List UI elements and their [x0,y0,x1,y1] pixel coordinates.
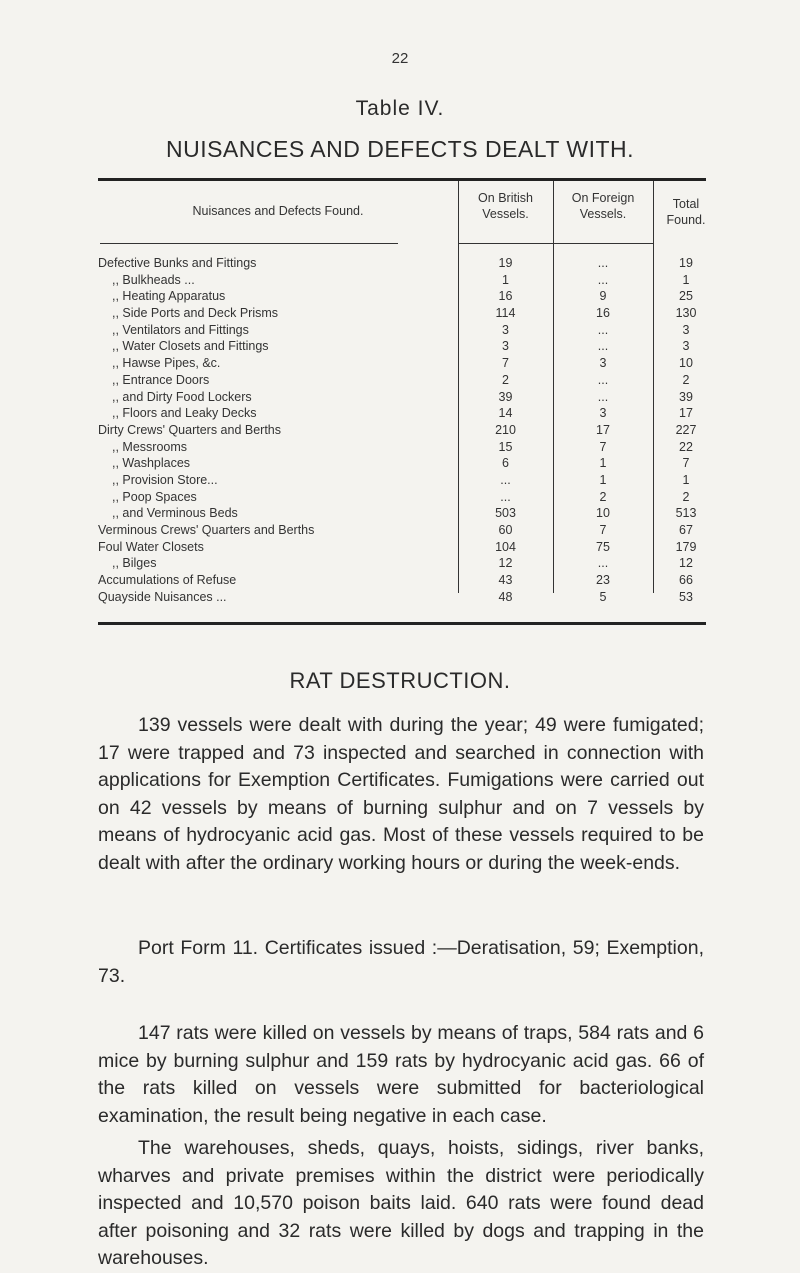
cell-foreign: 23 [596,573,610,588]
cell-total: 10 [679,356,693,371]
cell-foreign: 5 [599,589,607,604]
table-row [98,456,718,473]
cell-foreign: 7 [599,439,607,454]
paragraph-vessels-fumigated: 139 vessels were dealt with during the year; 49 were fumigated; 17 were trapped and 73 inspected and searched in connection with applications for Exemption Certificates. Fumigations were carried out on 42 vessels by means of burning sulphur and on 7 vessels by means of hydrocyanic acid gas. Most of these vessels required to be dealt with after the ordinary working hours or during the week-ends. [98,714,704,874]
header-foreign-vessels: On Foreign Vessels. [571,191,635,221]
cell-foreign: ... [597,389,609,404]
paragraph-rats-killed: 147 rats were killed on vessels by means of traps, 584 rats and 6 mice by burning sulphur and 159 rats by hydrocyanic acid gas. 66 of the rats killed on vessels were submitted for bacteriological examination, the result being negative in each case. [98,1022,704,1127]
table-top-rule [98,178,706,181]
header-underline [458,243,653,244]
table-row [98,289,718,306]
paragraph-certificates: Port Form 11. Certificates issued :—Deratisation, 59; Exemption, 73. [98,937,704,987]
cell-foreign: ... [597,256,609,270]
header-total-found: Total Found. [666,197,706,227]
cell-total: 25 [679,289,693,304]
cell-british: 12 [498,556,513,571]
cell-foreign: 75 [596,539,610,554]
cell-british: 15 [498,439,513,454]
cell-foreign: 3 [599,406,607,421]
cell-total: 12 [679,556,693,571]
cell-foreign: ... [597,372,609,387]
cell-british: 104 [495,539,516,554]
table-row [98,356,718,373]
row-label: ,, Bilges [112,556,157,571]
cell-foreign: ... [597,339,609,354]
table-row [98,440,718,457]
row-label: ,, Water Closets and Fittings [112,339,269,354]
cell-total: 19 [679,256,693,270]
cell-british: 114 [495,306,516,321]
rat-destruction-heading: RAT DESTRUCTION. [289,668,511,693]
cell-total: 227 [675,422,697,437]
cell-foreign: ... [597,556,609,571]
cell-total: 179 [675,539,697,554]
table-label: Table IV. [355,97,445,120]
cell-total: 22 [679,439,693,454]
cell-foreign: 17 [596,422,610,437]
table-title: NUISANCES AND DEFECTS DEALT WITH. [165,136,635,162]
table-row [98,506,718,523]
header-underline [100,243,398,244]
table-row [98,423,718,440]
cell-british: ... [500,489,511,504]
cell-british: 3 [502,339,509,354]
cell-foreign: 1 [599,472,607,487]
row-label: ,, Provision Store... [112,472,218,487]
table-bottom-rule [98,622,706,625]
row-label: Accumulations of Refuse [98,573,237,588]
header-british-vessels: On British Vessels. [478,191,533,221]
row-label: ,, Heating Apparatus [112,289,226,304]
cell-foreign: 3 [599,356,607,371]
cell-foreign: 2 [599,489,607,504]
table-row [98,373,718,390]
cell-british: 503 [495,506,516,521]
cell-total: 1 [682,472,690,487]
row-label: ,, and Dirty Food Lockers [112,389,252,404]
cell-british: 14 [498,406,513,421]
row-label: ,, Floors and Leaky Decks [112,406,257,421]
paragraph-warehouses: The warehouses, sheds, quays, hoists, sidings, river banks, wharves and private premises within the district were periodically inspected and 10,570 poison baits laid. 640 rats were found dead after poisoning and 32 rats were killed by dogs and trapping in the warehouses. [98,1137,704,1269]
header-nuisances: Nuisances and Defects Found. [192,204,364,218]
row-label: ,, Poop Spaces [112,489,197,504]
row-label: Verminous Crews' Quarters and Berths [98,523,315,537]
cell-british: 19 [498,256,513,270]
table-row [98,590,718,607]
cell-total: 130 [675,306,697,321]
cell-total: 3 [682,322,690,337]
cell-foreign: ... [597,272,609,287]
row-label: ,, Bulkheads ... [112,272,195,287]
table-row [98,406,718,423]
cell-total: 67 [679,523,693,537]
cell-british: 210 [495,422,516,437]
cell-total: 2 [682,372,690,387]
cell-british: 1 [502,272,509,287]
row-label: ,, Entrance Doors [112,372,210,387]
cell-total: 2 [682,489,690,504]
table-body [98,256,718,606]
cell-foreign: ... [597,322,609,337]
cell-total: 7 [682,456,690,471]
cell-total: 1 [682,272,690,287]
row-label: ,, Hawse Pipes, &c. [112,356,221,371]
table-row [98,540,718,557]
cell-british: 7 [502,356,509,371]
table-row [98,273,718,290]
cell-british: 3 [502,322,509,337]
cell-british: 39 [498,389,513,404]
row-label: ,, Ventilators and Fittings [112,322,249,337]
table-row [98,306,718,323]
table-row [98,523,718,540]
table-row [98,323,718,340]
table-row [98,339,718,356]
cell-foreign: 9 [599,289,607,304]
cell-total: 53 [679,589,693,604]
table-row [98,573,718,590]
table-row [98,390,718,407]
row-label: Quayside Nuisances ... [98,589,227,604]
row-label: ,, Side Ports and Deck Prisms [112,306,279,321]
cell-british: 43 [498,573,513,588]
row-label: Defective Bunks and Fittings [98,256,257,270]
cell-foreign: 7 [599,523,607,537]
row-label: ,, Washplaces [112,456,191,471]
cell-foreign: 16 [596,306,610,321]
cell-british: 6 [502,456,509,471]
cell-total: 3 [682,339,690,354]
page-number: 22 [391,50,409,67]
cell-total: 513 [675,506,697,521]
cell-british: 2 [502,372,509,387]
cell-total: 17 [679,406,693,421]
cell-british: 16 [498,289,513,304]
table-row [98,490,718,507]
row-label: Dirty Crews' Quarters and Berths [98,422,281,437]
cell-total: 66 [679,573,693,588]
cell-british: ... [500,472,511,487]
row-label: Foul Water Closets [98,539,204,554]
cell-british: 48 [498,589,513,604]
cell-total: 39 [679,389,693,404]
cell-foreign: 1 [599,456,607,471]
table-row [98,556,718,573]
row-label: ,, and Verminous Beds [112,506,238,521]
table-row [98,256,718,273]
cell-foreign: 10 [596,506,610,521]
row-label: ,, Messrooms [112,439,188,454]
cell-british: 60 [498,523,513,537]
table-row [98,473,718,490]
